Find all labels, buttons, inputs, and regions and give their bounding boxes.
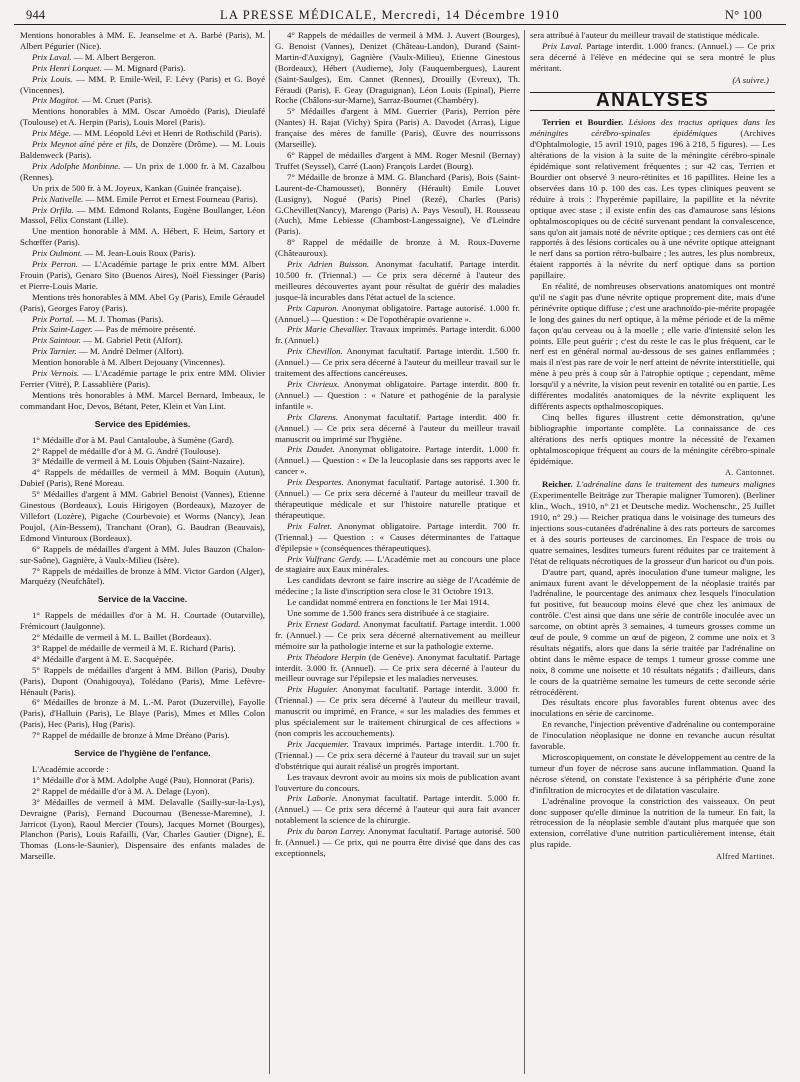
prize-name: Prix du baron Larrey. [287, 826, 366, 837]
prize-name: Prix Daudet. [287, 444, 335, 455]
section-heading [20, 419, 265, 430]
paragraph [20, 544, 265, 566]
paragraph [275, 739, 520, 772]
paragraph [20, 30, 265, 52]
paragraph [530, 796, 775, 851]
paragraph-text: 6° Rappels de médailles d'argent à MM. Jules Bauzon (Chalon-sur-Saône), Gagnière, à Vaulx-Milieu (Isère). [20, 543, 265, 565]
paragraph [20, 95, 265, 106]
paragraph [530, 412, 775, 467]
section-heading [20, 594, 265, 605]
paragraph-text: — Un prix de 1.000 fr. à M. Cazalbou (Rennes). [20, 160, 265, 182]
paragraph [20, 610, 265, 632]
prize-name: Prix Saintour. [32, 335, 81, 346]
prize-name: Prix Vulfranc Gerdy. [287, 553, 362, 564]
paragraph-text: Mentions honorables à MM. E. Jeanselme et A. Barbé (Paris), M. Albert Pégurier (Nice). [20, 30, 265, 51]
prize-name: Prix Adrien Buisson. [287, 259, 370, 270]
paragraph-text: Anonymat obligatoire. Partage autorisé. 1.000 fr. (Annuel.) — Question : « De l'opothérapie ovarienne ». [275, 302, 520, 324]
paragraph [20, 467, 265, 489]
paragraph [275, 619, 520, 652]
paragraph [20, 697, 265, 730]
paragraph-text: 5° Médailles d'argent à MM. Guerrier (Paris), Perrion père (Nantes) H. Rajat (Vichy) Spira (Paris) A. Davodet (Arras), Ligue française des mères de famille (Paris), Œuvre des nourrissons (Marseille). [275, 106, 520, 150]
paragraph [275, 106, 520, 150]
paragraph [530, 30, 775, 41]
prize-name: Prix Tarnier. [32, 346, 77, 357]
paragraph-text: — MM. Léopold Lévi et Henri de Rothschild (Paris). [71, 128, 262, 139]
section-title: ANALYSES [595, 88, 710, 111]
paragraph [530, 479, 775, 566]
prize-name: Prix Portal. [32, 313, 75, 324]
paragraph-text: Travaux imprimés. Partage interdit. 6.000 fr. (Annuel.) [275, 324, 520, 346]
paragraph-text: — Pas de mémoire présenté. [92, 324, 196, 335]
paragraph-text: 4° Rappels de médailles de vermeil à MM. J. Auvert (Bourges), G. Benoist (Vannes), Denizet (Château-Landon), Durand (Saint-Martin-d'Auxigny), Gagnière (Vaulx-Milieu), Etienne Ginestous (Bordeaux), Hébert (Audierne), Joly (Fauquembergues), Laurent (Saint-Saulges), Em. Cannet (Rennes), Drouilly (Evreux), Th. Féraudi (Paris), F. Geay (Draguignan), Léon Louis (Epinal), Pierre Roche (Châlons-sur-Marne), Sarraz-Bournet (Chambéry). [275, 30, 520, 106]
paragraph-text: Des résultats encore plus favorables furent obtenus avec des inoculations en série de carcinome. [530, 697, 775, 719]
paragraph-text: Les travaux devront avoir au moins six mois de publication avant l'ouverture du concours. [275, 771, 520, 793]
paragraph [530, 719, 775, 752]
paragraph [275, 237, 520, 259]
prize-name: Prix Huguier. [287, 684, 338, 695]
prize-name: Prix Marie Chevallier. [287, 324, 368, 335]
paragraph-text: Une mention honorable à MM. A. Hébert, F. Heim, Sartory et Schœffer (Paris). [20, 226, 265, 248]
paragraph-text: — MM. Edmond Rolants, Eugène Boullanger, Léon Massol, Félix Constant (Lille). [20, 204, 265, 226]
paragraph [530, 41, 775, 74]
paragraph [20, 764, 265, 775]
prize-name: Prix Desportes. [287, 477, 344, 488]
paragraph-text: de Donzère (Drôme). — M. Louis Baldenweck (Paris). [20, 139, 265, 160]
paragraph-text: Le candidat nommé entrera en fonctions le 1er Mai 1914. [287, 597, 490, 608]
journal-title: LA PRESSE MÉDICALE, Mercredi, 14 Décembre 1910 [220, 8, 560, 22]
paragraph [530, 567, 775, 698]
paragraph [275, 444, 520, 477]
paragraph [20, 357, 265, 368]
paragraph [20, 139, 265, 161]
paragraph-text: — MM. Emile Perrot et Ernest Fourneau (Paris). [83, 193, 258, 204]
header-rule [14, 24, 786, 25]
column-middle [275, 30, 520, 1076]
prize-name: Prix Théodore Herpin [287, 651, 366, 662]
paragraph [20, 161, 265, 183]
paragraph-text: Anonymat facultatif. Partage autorisé. 1.300 fr. (Annuel.) — Ce prix sera décerné à l'auteur du meilleur travail de thérapeutique médicale et sur l'histoire naturelle pratique et thérapeutique. [275, 477, 520, 520]
paragraph [20, 390, 265, 412]
paragraph [275, 652, 520, 685]
prize-name: Prix Magitot. [32, 95, 80, 106]
paragraph-text: — M. Albert Bergeron. [71, 51, 156, 62]
author-name: Terrien et Bourdier. [542, 117, 624, 128]
paragraph-text: 1° Médaille d'or à M. Paul Cantaloube, à Sumène (Gard). [32, 434, 235, 445]
paragraph [20, 566, 265, 588]
page-number: 944 [26, 8, 46, 22]
paragraph-text: Mentions honorables à MM. Oscar Amoëdo (Paris), Dieulafé (Toulouse) et A. Herpin (Paris), Louis Morel (Paris). [20, 106, 265, 128]
paragraph-text: Une somme de 1.500 francs sera distribuée à ce stagiaire. [287, 608, 490, 619]
paragraph-text: Cinq belles figures illustrent cette démonstration, qu'une bibliographie importante complète. La connaissance de ces altérations des nerfs optiques montre la nécessité de l'examen ophtalmoscopique fréquent au cours de la méningite cérébro-spinale épidémique. [530, 411, 775, 466]
paragraph-text: — M. Jean-Louis Roux (Paris). [82, 248, 196, 259]
paragraph [275, 684, 520, 739]
paragraph [20, 797, 265, 862]
paragraph-text: (de Genève). Anonymat facultatif. Partage interdit. 3.000 fr. (Annuel). — Ce prix sera décerné à l'auteur du meilleur ouvrage sur l'épilepsie et les maladies nerveuses. [275, 651, 520, 684]
paragraph-text: Mention honorable à M. Albert Dejouany (Vincennes). [32, 357, 225, 368]
analyses-heading [530, 88, 775, 112]
issue-number: N° 100 [724, 8, 762, 22]
paragraph [275, 597, 520, 608]
section-heading-text: Service des Epidémies. [94, 418, 191, 429]
paragraph-text: Anonymat facultatif. Partage interdit. 1.500 fr. (Annuel.) — Ce prix sera décerné à l'auteur du meilleur travail sur le traitement des affections cancéreuses. [275, 346, 520, 379]
prize-name: Prix Jacquemier. [287, 738, 349, 749]
paragraph [275, 172, 520, 237]
paragraph [275, 412, 520, 445]
section-heading-text: Service de l'hygiène de l'enfance. [74, 748, 211, 759]
paragraph-text: — M. Cruet (Paris). [79, 95, 153, 106]
paragraph [275, 303, 520, 325]
paragraph-text: En revanche, l'injection préventive d'adrénaline ou contemporaine de l'inoculation néoplasique ne donne en revanche aucun résultat favorable. [530, 719, 775, 752]
prize-name: Lésions des tractus optiques dans les méningites cérébro-spinales épidémiques [530, 117, 775, 139]
paragraph [275, 521, 520, 554]
author-signature: Alfred Martinet. [716, 852, 775, 862]
paragraph-text: — L'Académie met au concours une place de stagiaire aux Eaux minérales. [275, 553, 520, 575]
prize-name: Prix Orfila. [32, 204, 74, 215]
paragraph-text: 7° Rappel de médaille de bronze à Mme Dréano (Paris). [32, 730, 230, 741]
paragraph [20, 314, 265, 325]
paragraph-text: Anonymat facultatif. Partage interdit. 10.500 fr. (Triennal.) — Ce prix sera décerné à l'auteur des meilleures découvertes ayant pour résultat de guérir des maladies jusque-là incurables dans l'état actuel de la science. [275, 259, 520, 302]
paragraph-text: Anonymat obligatoire. Partage interdit. 1.000 fr. (Annuel.) — Question : « De la leucoplasie dans ses rapports avec le cancer ». [275, 444, 520, 477]
paragraph-text: Partage interdit. 1.000 francs. (Annuel.) — Ce prix sera décerné à l'élève en médecine qui se sera montré le plus méritant. [530, 40, 775, 73]
paragraph-text: 1° Rappels de médailles d'or à M. H. Courtade (Outarville), Frémicourt (Jaulgonne). [20, 610, 265, 632]
paragraph [20, 368, 265, 390]
paragraph [20, 346, 265, 357]
paragraph [20, 489, 265, 544]
paragraph-text: (Experimentelle Beiträge zur Therapie maligner Tumoren). (Berliner klin., Woch., 1910, n° 21 et Deutsche mediz. Wochenschr., 25 Juillet 1910, n° 29.) — Reicher pratiqua dans le voisinage des tumeurs des injections sous-cutanées d'adrénaline à des rats porteurs de sarcomes et à des souris porteuses de carcinomes. En l'espace de trois ou quatre semaines, lesdites tumeurs furent réduites par ce traitement à l'état de reliquats nécrotiques de la grosseur d'un haricot ou d'un pois. [530, 490, 775, 566]
prize-name: Prix Mège. [32, 128, 72, 139]
paragraph-text: 6° Médailles de bronze à M. L.-M. Parot (Duzerville), Fayolle (Paris), d'Halluin (Paris), Le Blaye (Paris), Mmes et Mlles Colon (Paris), Hec (Paris), Hug (Paris). [20, 697, 265, 730]
paragraph [20, 730, 265, 741]
paragraph [530, 117, 775, 281]
paragraph-text: Anonymat facultatif. Partage interdit. 3.000 fr. (Triennal.) — Ce prix sera décerné à l'auteur du meilleur travail, manuscrit ou imprimé, en France, « sur les maladies des femmes et plus spécialement sur le traitement chirurgical de ces affections » (non compris les accouchements). [275, 684, 520, 738]
paragraph [20, 446, 265, 457]
prize-name: Prix Chevillon. [287, 346, 343, 357]
paragraph-text: Un prix de 500 fr. à M. Joyeux, Kankan (Guinée française). [32, 182, 242, 193]
prize-name: Prix Adolphe Monbinne. [32, 160, 121, 171]
prize-name: Prix Falret. [287, 520, 333, 531]
paragraph-text: Microscopiquement, on constate le développement au centre de la tumeur d'un foyer de nécrose sans aucune inflammation. Quand la nécrose s'étend, on constate l'existence à sa périphérie d'une zone d'infiltration de microcytes et de dilatation vasculaire. [530, 752, 775, 795]
column-divider [269, 30, 270, 1074]
prize-name: Prix Civrieux. [287, 379, 340, 389]
paragraph-text: — MM. P. Emile-Weil, F. Lévy (Paris) et G. Boyé (Vincennes). [20, 73, 265, 95]
paragraph [20, 654, 265, 665]
paragraph [275, 608, 520, 619]
paragraph [20, 74, 265, 96]
paragraph [20, 335, 265, 346]
prize-name: L'adrénaline dans le traitement des tumeurs malignes [572, 479, 775, 490]
paragraph-text: — M. J. Thomas (Paris). [74, 313, 164, 324]
paragraph-text: 3° Médaille de vermeil à M. Louis Objuben (Saint-Nazaire). [32, 456, 245, 467]
paragraph-text: 3° Rappel de médaille de vermeil à M. E. Richard (Paris). [32, 642, 236, 653]
paragraph [530, 281, 775, 412]
paragraph-text: sera attribué à l'auteur du meilleur travail de statistique médicale. [530, 30, 760, 40]
to-be-continued: (A suivre.) [732, 74, 769, 85]
paragraph-text: — M. Gabriel Petit (Alfort). [80, 335, 183, 346]
paragraph [275, 30, 520, 106]
paragraph [275, 346, 520, 379]
paragraph-text: 6° Rappel de médailles d'argent à MM. Roger Mesnil (Bernay) Truffet (Seyssel), Carré (Laon) François Lardet (Bourg). [275, 149, 520, 171]
paragraph-text: 4° Rappels de médailles de vermeil à MM. Boquin (Autun), Dubief (Paris), René Moreau. [20, 467, 265, 489]
paragraph-text: Anonymat obligatoire. Partage interdit. 800 fr. (Annuel.) — Question : « Nature et pathogénie de la paralysie infantile ». [275, 379, 520, 411]
paragraph [275, 259, 520, 303]
prize-name: Prix Louis. [32, 73, 73, 84]
prize-name: Prix Laval. [542, 40, 583, 51]
prize-name: Prix Oulmont. [32, 248, 83, 259]
column-right [530, 30, 775, 1076]
paragraph-text: Anonymat facultatif. Partage interdit. 1.000 fr. (Annuel.) — Ce prix sera décerné alternativement au meilleur mémoire sur la pathologie interne et sur la pathologie externe. [275, 618, 520, 651]
prize-name: Prix Nativelle. [32, 193, 84, 204]
paragraph [20, 128, 265, 139]
paragraph-text: 5° Rappels de médailles d'argent à MM. Billon (Paris), Douby (Paris), Dupont (Onahigouya), Tolédano (Paris), Mme Lefèvre-Hénault (Paris). [20, 664, 265, 697]
paragraph [20, 786, 265, 797]
paragraph [20, 324, 265, 335]
paragraph [20, 183, 265, 194]
paragraph [20, 194, 265, 205]
paragraph-text: D'autre part, quand, après inoculation d'une tumeur maligne, les animaux furent avant le développement de la néoplasie traités par l'adrénaline, le pourcentage des animaux chez lesquels l'inoculation fut positive, fut beaucoup moins élevé que chez les animaux de contrôle. C'est ainsi que dans une série de contrôle inoculée avec un sarcome, on obtint après 3 semaines, 4 tumeurs grosses comme un œuf de poule, 9 comme un œuf de pigeon, 2 comme une noix et 3 résultats négatifs, alors que dans la série traitée par l'adrénaline on obtint dans le même espace de temps 1 tumeur grosse comme une noix, 8 comme une noisette et 10 résultats négatifs ; d'ailleurs, dans le cours de la quatrième semaine les tumeurs de cette seconde série rétrocédèrent. [530, 566, 775, 697]
paragraph-text: — M. André Delmer (Alfort). [76, 346, 184, 357]
paragraph-text: 3° Médailles de vermeil à MM. Delavalle (Sailly-sur-la-Lys), Devraigne (Paris), Fernand Ducournau (Benesse-Maremne), J. Jarricot (Lyon), Raoul Mercier (Tours), Jacques Mornet (Bourges), Planchon (Paris), Louis Rafailli, (Var, Charles Gautier (Digne), E. Thomas (Lons-le-Saunier), Dispensaire des enfants malades de Marseille. [20, 796, 265, 862]
prize-name: Prix Henri Lorquet. [32, 62, 102, 73]
paragraph [20, 52, 265, 63]
paragraph-text: Anonymat facultatif. Partage autorisé. 500 fr. (Annuel.) — Ce prix, qui ne pourra être divisé que dans des cas exceptionnels, [275, 826, 520, 858]
paragraph [275, 150, 520, 172]
paragraph [275, 772, 520, 794]
paragraph-text: — M. Mignard (Paris). [101, 62, 186, 73]
author-signature: A. Cantonnet. [725, 468, 775, 478]
prize-name: Prix Meynot aîné père et fils, [32, 139, 138, 150]
paragraph [275, 324, 520, 346]
paragraph-text: 7° Rappels de médailles de bronze à MM. Victor Gardon (Alger), Marquézy (Neufchâtel). [20, 565, 265, 587]
paragraph-text: (Archives d'Ophtalmologie, 15 avril 1910, pages 196 à 218, 5 figures). — Les altérations de la vision à la suite de la méningite cérébro-spinale épidémique sont relativement fréquentes ; sur 42 cas, Terrien et Bourdier ont observé 3 neuro-rétinites et 16 papillites. Heine les a observées dans 10 p. 100 des cas. Les types cliniques peuvent se réduire à trois : l'hyperémie papillaire, la papillite et la névrite optique avec stase ; il existe enfin des cas d'amaurose sans lésions ophtalmoscopiques ou de cécité survenant pendant la convalescence, sans qu'on ait jamais noté de névrite optique ; ces derniers cas ont été rapportés à des lésions corticales ou à une névrite optique atteignant le nerf dans sa portion rétro-bulbaire ; les autres, les plus nombreux, étaient rapportés à la névrite du nerf optique dans sa portion papillaire. [530, 128, 775, 281]
column-divider [524, 30, 525, 1074]
prize-name: Prix Capuron. [287, 302, 339, 313]
paragraph-text: — L'Académie partage le prix entre MM. Albert Frouin (Paris), Genaro Sito (Buenos Aires), Noël Fiessinger (Paris) et Pierre-Louis Marie. [20, 259, 265, 291]
paragraph-text: — L'Académie partage le prix entre MM. Olivier Ferrier (Vitré), P. Lassablière (Paris). [20, 368, 265, 389]
paragraph [275, 379, 520, 412]
paragraph-text: L'adrénaline provoque la constriction des vaisseaux. On peut donc supposer qu'elle diminue la nutrition de la tumeur. En fait, la rétrocession de la néoplasie semble d'autant plus marquée que son extension, corrélative d'une nutrition particulièrement intense, était plus rapide. [530, 795, 775, 850]
column-left [20, 30, 265, 1076]
paragraph [275, 554, 520, 576]
paragraph [20, 226, 265, 248]
paragraph-text: L'Académie accorde : [32, 764, 109, 774]
paragraph [275, 575, 520, 597]
paragraph-text: Anonymat obligatoire. Partage interdit. 700 fr. (Triennal.) — Question : « Causes déterminantes de l'attaque d'épilepsie » (conséquences thérapeutiques). [275, 520, 520, 553]
paragraph [20, 106, 265, 128]
paragraph-text: 2° Médaille de vermeil à M. L. Baillet (Bordeaux). [32, 632, 212, 643]
paragraph [530, 697, 775, 719]
prize-name: Prix Saint-Lager. [32, 324, 93, 335]
prize-name: Prix Perron. [32, 259, 78, 270]
prize-name: Prix Laval. [32, 51, 72, 62]
paragraph [275, 793, 520, 826]
running-head [10, 4, 790, 26]
paragraph [20, 456, 265, 467]
paragraph-text: 2° Rappel de médaille d'or à M. A. Delage (Lyon). [32, 785, 210, 796]
paragraph [275, 826, 520, 859]
author-name: Reicher. [542, 479, 573, 490]
paragraph [275, 477, 520, 521]
prize-name: Prix Clarens. [287, 411, 338, 422]
paragraph [20, 205, 265, 227]
paragraph-text: 2° Rappel de médaille d'or à M. G. André (Toulouse). [32, 445, 221, 456]
paragraph-text: 8° Rappel de médaille de bronze à M. Roux-Duverne (Châteauroux). [275, 237, 520, 259]
paragraph [20, 259, 265, 292]
paragraph [20, 248, 265, 259]
paragraph [530, 752, 775, 796]
paragraph-text: 7° Médaille de bronze à MM. G. Blanchard (Paris), Bois (Saint-Laurent-de-Chamousset), Bonnéry (Hérault) Emile Louvet (Lusigny), Nogué (Paris) Pinel (Rezé), Charles (Paris) G.Chevillet(Nancy), Marengo (Paris) A. Pays Vesoul), H. Rousseau (Auch), Mme Lebiesse (Chambost-Langessaigne), Ve d'Leindre (Paris). [275, 171, 520, 237]
prize-name: Prix Ernest Godard. [287, 618, 361, 629]
paragraph [20, 63, 265, 74]
paragraph-text: Anonymat facultatif. Partage interdit. 400 fr. (Annuel.) — Ce prix sera décerné à l'auteur du meilleur travail manuscrit ou imprimé sur l'hygiène. [275, 411, 520, 444]
paragraph [20, 775, 265, 786]
prize-name: Prix Vernois. [32, 368, 80, 379]
section-heading [20, 748, 265, 759]
paragraph-text: Mentions très honorables à MM. Abel Gy (Paris), Emile Géraudel (Paris), Georges Faroy (Paris). [20, 291, 265, 313]
prize-name: Prix Laborie. [287, 793, 338, 804]
paragraph-text: Anonymat facultatif. Partage interdit. 5.000 fr. (Annuel.) — Ce prix sera décerné à l'auteur qui aura fait avancer notablement la science de la chirurgie. [275, 793, 520, 826]
paragraph-text: 4° Médaille d'argent à M. E. Sacquépée. [32, 653, 174, 664]
paragraph-text: Les candidats devront se faire inscrire au siège de l'Académie de médecine ; la liste d'inscription sera close le 31 Octobre 1913. [275, 575, 520, 597]
paragraph [20, 632, 265, 643]
paragraph-text: Mentions très honorables à MM. Marcel Bernard, Imbeaux, le commandant Hoc, Devos, Bétant, Peter, Klein et Van Lint. [20, 389, 265, 411]
paragraph [20, 292, 265, 314]
paragraph-text: 1° Médaille d'or à MM. Adolphe Augé (Pau), Honnorat (Paris). [32, 774, 255, 785]
paragraph [20, 665, 265, 698]
paragraph-text: Travaux imprimés. Partage interdit. 1.700 fr. (Triennal.) — Ce prix sera décerné à l'auteur du travail sur un sujet d'obstétrique qui aurait réalisé un progrès important. [275, 738, 520, 771]
paragraph [20, 643, 265, 654]
paragraph [20, 435, 265, 446]
section-heading-text: Service de la Vaccine. [97, 594, 188, 605]
paragraph-text: 5° Médailles d'argent à MM. Gabriel Benoist (Vannes), Etienne Ginestous (Bordeaux), Louis Hirigoyen (Bordeaux), Mazoyer de Villefort (Lozère), Pigache (Courbevoie) et Worms (Nancy), Jean Poujol, (Ain-Bessem), Tranchant (Oran), G. Baudran (Beauvais), Edmond Vinturoux (Bordeaux). [20, 489, 265, 543]
paragraph-text: En réalité, de nombreuses observations anatomiques ont montré qu'il ne s'agit pas d'une névrite optique proprement dite, mais d'une périnévrite optique diffuse ; c'est une arachnoïdo-pie-mérite propagée le long des gaines du nerf optique, à la même période et de la même façon qu'au cerveau ou à la moelle ; elle varie d'intensité selon les points. Elle peut guérir ; c'est du reste le cas le plus fréquent, car le nerf est en général normal au-dessous de ses gaines enflammées ; mais il n'est pas rare de voir le nerf atteint de névrite interstitielle, qui mène à peu près à coup sûr à l'atrophie optique ; cependant, même lorsqu'il y a névrite, la vision peut revenir en totalité ou en partie. Les différentes modalités anatomiques de la névrite expliquent les différents aspects opthalmoscopiques. [530, 281, 775, 411]
